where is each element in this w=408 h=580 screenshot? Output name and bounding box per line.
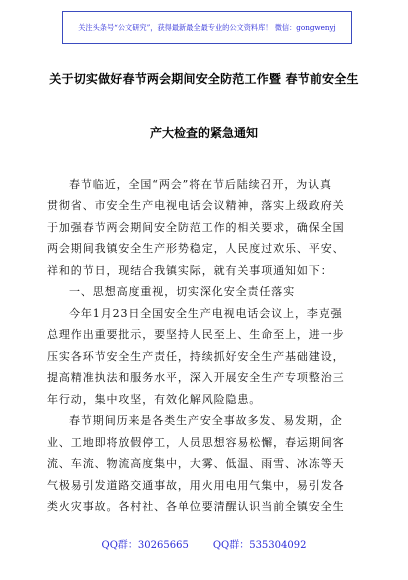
body-line: 贯彻省、市安全生产电视电话会议精神，落实上级政府关 xyxy=(47,199,345,212)
body-line: 于加强春节两会期间安全防范工作的相关要求，确保全国 xyxy=(47,221,345,234)
body-line: 春节临近，全国“两会”将在节后陆续召开，为认真 xyxy=(69,178,332,191)
promo-banner xyxy=(62,11,352,44)
document-title-line-2: 产大检查的紧急通知 xyxy=(149,126,258,140)
document-title-line-1: 关于切实做好春节两会期间安全防范工作暨 春节前安全生 xyxy=(49,72,359,86)
body-line: 类火灾事故。各村社、各单位要清醒认识当前全镇安全生 xyxy=(47,500,345,513)
body-line: 祥和的节日，现结合我镇实际，就有关事项通知如下： xyxy=(47,264,333,277)
section-heading: 一、思想高度重视，切实深化安全责任落实 xyxy=(69,285,296,298)
footer-qq-group-1: QQ群：30265665 xyxy=(101,540,189,551)
body-line: 年行动，集中攻坚，有效化解风险隐患。 xyxy=(47,393,262,406)
promo-banner-text: 关注头条号“公文研究”，获得最新最全最专业的公文资料库！ 微信：gongwenyj xyxy=(78,22,336,32)
body-line: 气极易引发道路交通事故，用火用电用气集中，易引发各 xyxy=(47,479,345,492)
body-line: 春节期间历来是各类生产安全事故多发、易发期，企 xyxy=(69,414,343,427)
footer xyxy=(0,536,408,551)
body-line: 流、车流、物流高度集中，大雾、低温、雨雪、冰冻等天 xyxy=(47,457,345,470)
body-line: 压实各环节安全生产责任，持续抓好安全生产基础建设， xyxy=(47,350,345,363)
body-line: 总理作出重要批示，要坚持人民至上、生命至上，进一步 xyxy=(47,328,345,341)
body-line: 业、工地即将放假停工，人员思想容易松懈，春运期间客 xyxy=(47,436,345,449)
body-line: 提高精准执法和服务水平，深入开展安全生产专项整治三 xyxy=(47,371,345,384)
footer-qq-group-2: QQ群：535304092 xyxy=(212,540,307,551)
body-line: 今年1月23日全国安全生产电视电话会议上，李克强 xyxy=(69,307,343,320)
body-line: 两会期间我镇安全生产形势稳定，人民度过欢乐、平安、 xyxy=(47,242,345,255)
